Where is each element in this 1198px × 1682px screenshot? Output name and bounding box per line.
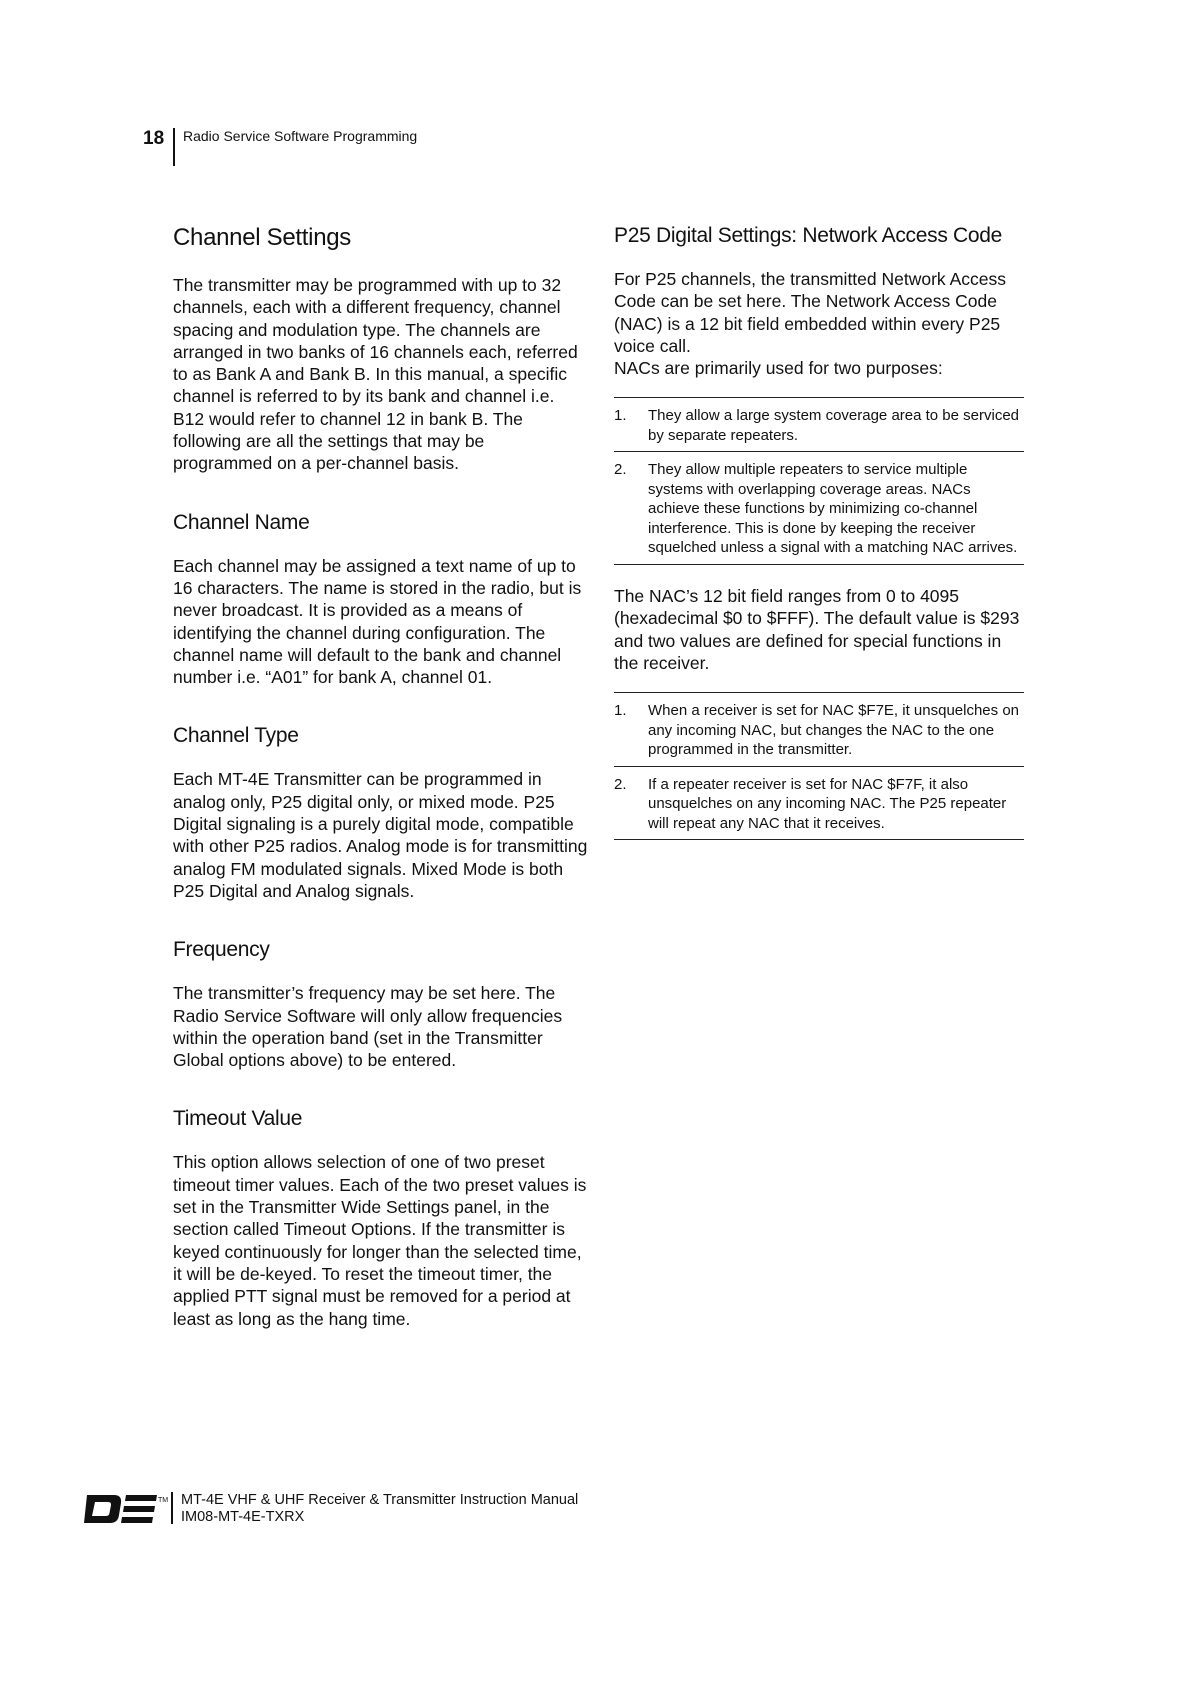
channel-name-body: Each channel may be assigned a text name of up to 16 characters. The name is stored in the radio, but is never broadcast. It is provided as a means of identifying the channel during configuration. The channel name will default to the bank and channel number i.e. “A01” for bank A, channel 01. xyxy=(173,555,582,688)
channel-name-heading: Channel Name xyxy=(173,510,310,534)
nac-heading: P25 Digital Settings: Network Access Code xyxy=(614,224,1003,247)
nac-intro: For P25 channels, the transmitted Network Access Code can be set here. The Network Access Code (NAC) is a 12 bit field embedded within every P25 voice call. xyxy=(614,269,1006,356)
list-item-number: 1. xyxy=(614,702,627,720)
channel-type-heading: Channel Type xyxy=(173,724,299,748)
section-frequency xyxy=(173,938,588,1071)
section-channel-type xyxy=(173,724,588,902)
channel-type-body: Each MT-4E Transmitter can be programmed in analog only, P25 digital only, or mixed mode. P25 Digital signaling is a purely digital mode, compatible with other P25 radios. Analog mode is for transmitting analog FM modulated signals. Mixed Mode is both P25 Digital and Analog signals. xyxy=(173,769,588,901)
timeout-value-heading: Timeout Value xyxy=(173,1107,303,1131)
nac-special-values-list xyxy=(614,692,1024,840)
list-item-number: 2. xyxy=(614,461,627,479)
running-header-title: Radio Service Software Programming xyxy=(183,128,418,144)
nac-purposes-list xyxy=(614,397,1024,565)
timeout-value-body: This option allows selection of one of two preset timeout timer values. Each of the two preset values is set in the Transmitter Wide Settings panel, in the section called Timeout Options. If the transmitter is keyed continuously for longer than the selected time, it will be de-keyed. To reset the timeout timer, the applied PTT signal must be removed for a period at least as long as the hang time. xyxy=(173,1152,587,1329)
nac-purposes-lead: NACs are primarily used for two purposes: xyxy=(614,358,943,379)
list-item xyxy=(614,692,1024,766)
channel-settings-body: The transmitter may be programmed with up to 32 channels, each with a different frequency, channel spacing and modulation type. The channels are arranged in two banks of 16 channels each, referred to as Bank A and Bank B. In this manual, a specific channel is referred to by its bank and channel i.e. B12 would refer to channel 12 in bank B. The following are all the settings that may be programmed on a per-channel basis. xyxy=(173,275,578,474)
section-channel-settings xyxy=(173,224,588,475)
frequency-heading: Frequency xyxy=(173,938,270,962)
list-item-text: When a receiver is set for NAC $F7E, it unsquelches on any incoming NAC, but changes the NAC to the one programmed in the transmitter. xyxy=(648,702,1020,759)
logo-trademark: TM xyxy=(158,1497,169,1504)
company-logo xyxy=(84,1494,170,1524)
channel-settings-heading: Channel Settings xyxy=(173,224,351,251)
list-item-number: 1. xyxy=(614,407,627,425)
list-item-text: If a repeater receiver is set for NAC $F7F, it also unsquelches on any incoming NAC. The P25 repeater will repeat any NAC that it receives. xyxy=(648,775,1007,832)
frequency-body: The transmitter’s frequency may be set here. The Radio Service Software will only allow frequencies within the operation band (set in the Transmitter Global options above) to be entered. xyxy=(173,983,563,1071)
list-item-text: They allow a large system coverage area to be serviced by separate repeaters. xyxy=(648,407,1020,444)
document-code: IM08-MT-4E-TXRX xyxy=(181,1509,305,1525)
list-item-text: They allow multiple repeaters to service multiple systems with overlapping coverage areas. NACs achieve these functions by minimizing co-channel interference. This is done by keeping the receiver squelched unless a signal with a matching NAC arrives. xyxy=(648,461,1018,557)
list-item xyxy=(614,451,1024,565)
nac-range-text: The NAC’s 12 bit field ranges from 0 to 4095 (hexadecimal $0 to $FFF). The default value is $293 and two values are defined for special functions in the receiver. xyxy=(614,585,1020,673)
list-item xyxy=(614,397,1024,451)
section-timeout-value xyxy=(173,1107,588,1329)
left-column xyxy=(173,224,588,1330)
footer-divider xyxy=(171,1492,173,1524)
page-number: 18 xyxy=(143,128,165,149)
section-channel-name xyxy=(173,511,588,689)
header-divider xyxy=(173,128,175,166)
right-column xyxy=(614,224,1024,840)
list-item-number: 2. xyxy=(614,775,627,793)
footer-text xyxy=(181,1492,578,1526)
list-item xyxy=(614,766,1024,841)
manual-title: MT-4E VHF & UHF Receiver & Transmitter Instruction Manual xyxy=(181,1492,579,1508)
